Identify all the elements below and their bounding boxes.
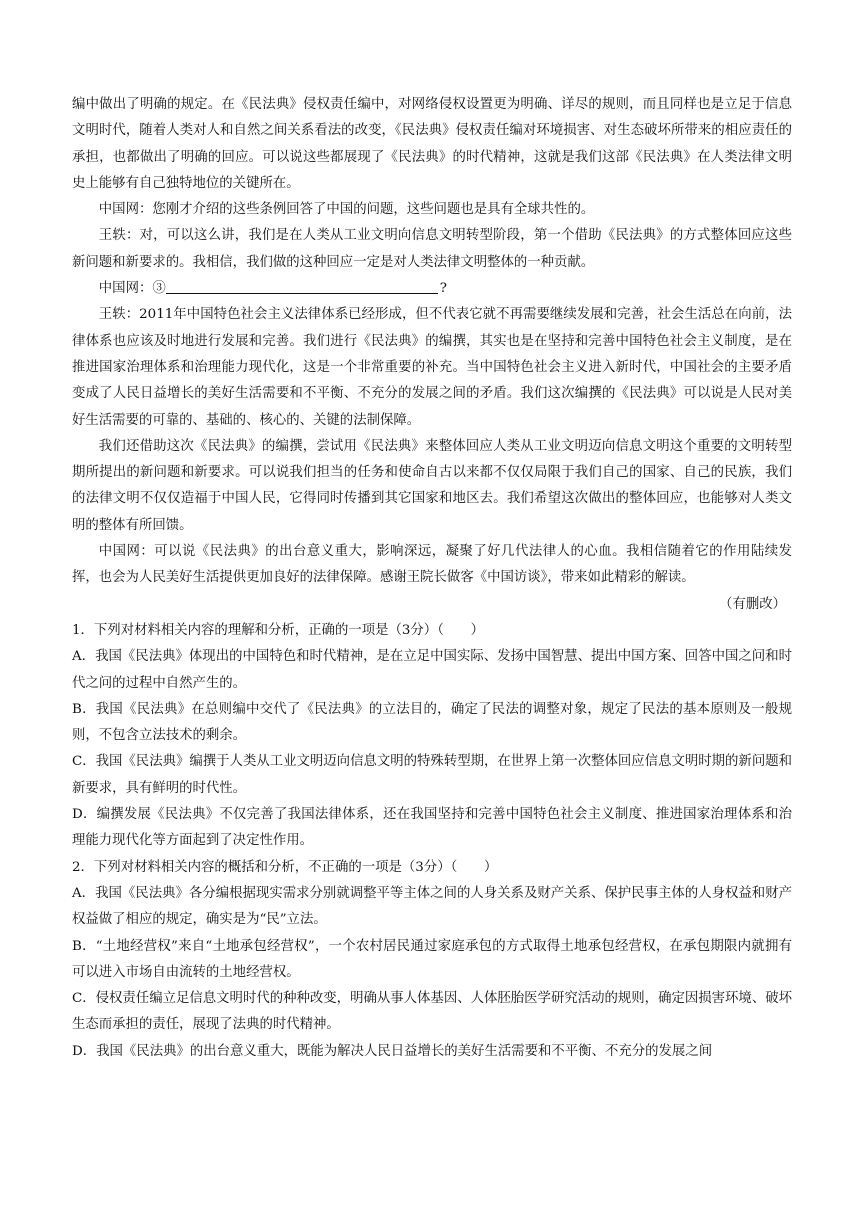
passage-paragraph: 编中做出了明确的规定。在《民法典》侵权责任编中，对网络侵权设置更为明确、详尽的规则，而且同样也是立足于信息文明时代，随着人类对人和自然之间关系看法的改变，《民法典》侵权责任编对环境损害、对生态破坏所带来的相应责任的承担，也都做出了明确的回应。可以说这些都展现了《民法典》的时代精神，这就是我们这部《民法典》在人类法律文明史上能够有自己独特地位的关键所在。: [72, 97, 792, 191]
option-b: B．我国《民法典》在总则编中交代了《民法典》的立法目的，确定了民法的调整对象，规定了民法的基本原则及一般规则，不包含立法技术的剩余。: [72, 701, 792, 744]
question-2: [72, 855, 792, 1065]
option-c: C．侵权责任编立足信息文明时代的种种改变，明确从事人体基因、人体胚胎医学研究活动的规则，确定因损害环境、破坏生态而承担的责任，展现了法典的时代精神。: [72, 991, 792, 1033]
answer-blank: [166, 278, 438, 294]
blank-question-suffix: ?: [439, 281, 447, 297]
option-a: A．我国《民法典》体现出的中国特色和时代精神，是在立足中国实际、发扬中国智慧、提出中国方案、回答中国之问和时代之问的过程中自然产生的。: [72, 649, 792, 691]
question-stem: 1．下列对材料相关内容的理解和分析，正确的一项是（3分）（ ）: [72, 622, 485, 638]
passage-paragraph: 我们还借助这次《民法典》的编撰，尝试用《民法典》来整体回应人类从工业文明迈向信息文明这个重要的文明转型期所提出的新问题和新要求。可以说我们担当的任务和使命自古以来都不仅仅局限于我们自己的国家、自己的民族，我们的法律文明不仅仅造福于中国人民，它得同时传播到其它国家和地区去。我们希望这次做出的整体回应，也能够对人类文明的整体有所回馈。: [72, 438, 792, 533]
question-stem: 2．下列对材料相关内容的概括和分析，不正确的一项是（3分）（ ）: [72, 859, 498, 875]
passage-paragraph: 中国网：可以说《民法典》的出台意义重大，影响深远，凝聚了好几代法律人的心血。我相信随着它的作用陆续发挥，也会为人民美好生活提供更加良好的法律保障。感谢王院长做客《中国访谈》，带来如此精彩的解读。: [72, 544, 792, 586]
document-page: [72, 92, 792, 1065]
option-d: D．我国《民法典》的出台意义重大，既能为解决人民日益增长的美好生活需要和不平衡、不充分的发展之间: [72, 1043, 713, 1059]
source-note: （有删改）: [719, 596, 786, 612]
passage-paragraph: 王轶：2011年中国特色社会主义法律体系已经形成，但不代表它就不再需要继续发展和完善，社会生活总在向前，法律体系也应该及时地进行发展和完善。我们进行《民法典》的编撰，其实也是在坚持和完善中国特色社会主义制度，是在推进国家治理体系和治理能力现代化，这是一个非常重要的补充。当中国特色社会主义进入新时代，中国社会的主要矛盾变成了人民日益增长的美好生活需要和不平衡、不充分的发展之间的矛盾。我们这次编撰的《民法典》可以说是人民对美好生活需要的可靠的、基础的、核心的、关键的法制保障。: [72, 307, 792, 428]
option-b: B．“土地经营权”来自“土地承包经营权”，一个农村居民通过家庭承包的方式取得土地承包经营权，在承包期限内就拥有可以进入市场自由流转的土地经营权。: [72, 938, 792, 980]
option-a: A．我国《民法典》各分编根据现实需求分别就调整平等主体之间的人身关系及财产关系、保护民事主体的人身权益和财产权益做了相应的规定，确实是为“民”立法。: [72, 885, 792, 928]
option-d: D．编撰发展《民法典》不仅完善了我国法律体系，还在我国坚持和完善中国特色社会主义制度、推进国家治理体系和治理能力现代化等方面起到了决定性作用。: [72, 807, 792, 849]
question-1: [72, 618, 792, 855]
passage-paragraph: 王轶：对，可以这么讲，我们是在人类从工业文明向信息文明转型阶段，第一个借助《民法典》的方式整体回应这些新问题和新要求的。我相信，我们做的这种回应一定是对人类法律文明整体的一种贡献。: [72, 228, 792, 270]
passage-paragraph: 中国网：您刚才介绍的这些条例回答了中国的问题，这些问题也是具有全球共性的。: [98, 202, 595, 218]
blank-question-prefix: 中国网：③: [98, 281, 166, 297]
option-c: C．我国《民法典》编撰于人类从工业文明迈向信息文明的特殊转型期，在世界上第一次整体回应信息文明时期的新问题和新要求，具有鲜明的时代性。: [72, 754, 792, 796]
blank-question-line: [72, 276, 792, 302]
